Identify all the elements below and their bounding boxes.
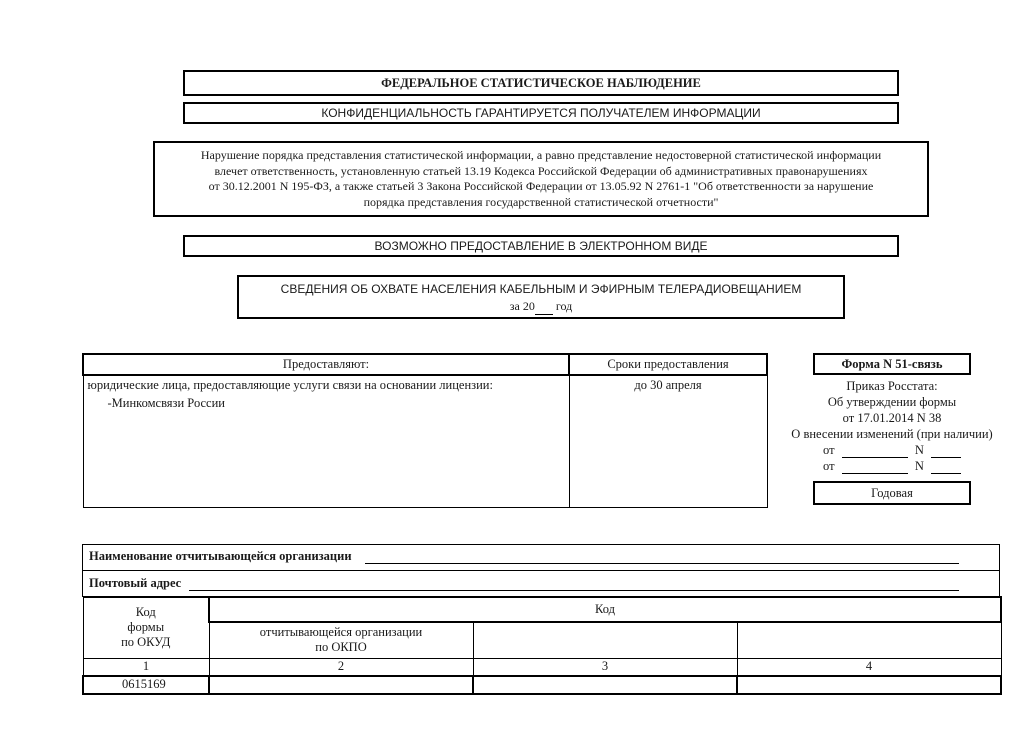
code-col-3-value-cell[interactable] (473, 676, 737, 694)
org-name-label: Наименование отчитывающейся организации (89, 549, 352, 563)
deadline-header: Сроки предоставления (569, 354, 767, 375)
change-date-field[interactable] (842, 444, 908, 458)
report-period (239, 298, 843, 315)
period-prefix: за 20 (509, 299, 535, 313)
order-block (780, 378, 1004, 474)
code-col-4-header (737, 622, 1001, 658)
okud-value: 0615169 (83, 676, 209, 694)
changes-line: О внесении изменений (при наличии) (791, 427, 993, 441)
form-number-box (813, 353, 971, 375)
submitters-org: -Минкомсвязи России (107, 396, 225, 410)
change-number-field[interactable] (931, 444, 961, 458)
okpo-header: отчитывающейся организации по ОКПО (209, 622, 473, 658)
okud-header: Код формы по ОКУД (83, 597, 209, 658)
org-block (82, 544, 1000, 597)
submitters-cell (83, 375, 569, 508)
form-number: Форма N 51-связь (841, 357, 943, 371)
address-label: Почтовый адрес (89, 576, 182, 590)
submitters-table (82, 353, 768, 508)
order-line: Об утверждении формы (827, 395, 957, 409)
change-number-field[interactable] (931, 460, 961, 474)
change-row: от N (780, 442, 1004, 458)
change-row: от N (780, 458, 1004, 474)
address-row (83, 571, 999, 597)
codes-table (82, 596, 1002, 695)
period-suffix: год (555, 299, 573, 313)
order-line: Приказ Росстата: (846, 379, 938, 393)
report-title: СВЕДЕНИЯ ОБ ОХВАТЕ НАСЕЛЕНИЯ КАБЕЛЬНЫМ И ЭФИРНЫМ ТЕЛЕРАДИОВЕЩАНИЕМ (280, 282, 802, 296)
org-name-row (83, 545, 999, 571)
year-field[interactable] (535, 302, 553, 315)
col-number: 4 (737, 658, 1001, 676)
deadline-cell: до 30 апреля (569, 375, 767, 508)
submitters-header: Предоставляют: (83, 354, 569, 375)
col-number: 2 (209, 658, 473, 676)
electronic-box (183, 235, 899, 257)
submitters-who: юридические лица, предоставляющие услуги связи на основании лицензии: (87, 378, 493, 392)
org-name-field[interactable] (365, 563, 959, 564)
change-date-field[interactable] (842, 460, 908, 474)
code-header: Код (209, 597, 1001, 622)
periodicity-box (813, 481, 971, 505)
header-title: ФЕДЕРАЛЬНОЕ СТАТИСТИЧЕСКОЕ НАБЛЮДЕНИЕ (381, 76, 701, 90)
header-title-box (183, 70, 899, 96)
confidentiality-text: КОНФИДЕНЦИАЛЬНОСТЬ ГАРАНТИРУЕТСЯ ПОЛУЧАТЕЛЕМ ИНФОРМАЦИИ (321, 106, 761, 120)
warning-box (153, 141, 929, 217)
col-number: 3 (473, 658, 737, 676)
warning-line: Нарушение порядка представления статистической информации, а равно представление недостоверной статистической информации (200, 148, 882, 162)
report-title-box (237, 275, 845, 319)
order-line: от 17.01.2014 N 38 (842, 411, 942, 425)
okpo-value-cell[interactable] (209, 676, 473, 694)
address-field[interactable] (189, 590, 959, 591)
warning-line: порядка представления государственной статистической отчетности" (363, 194, 719, 209)
electronic-text: ВОЗМОЖНО ПРЕДОСТАВЛЕНИЕ В ЭЛЕКТРОННОМ ВИДЕ (374, 239, 708, 253)
col-number: 1 (83, 658, 209, 676)
code-col-3-header (473, 622, 737, 658)
confidentiality-box (183, 102, 899, 124)
code-col-4-value-cell[interactable] (737, 676, 1001, 694)
periodicity: Годовая (871, 486, 913, 500)
warning-line: влечет ответственность, установленную статьей 13.19 Кодекса Российской Федерации об административных правонарушениях (214, 163, 868, 178)
warning-line: от 30.12.2001 N 195-ФЗ, а также статьей 3 Закона Российской Федерации от 13.05.92 N 2761-1 "Об ответственности за нарушение (208, 179, 874, 193)
